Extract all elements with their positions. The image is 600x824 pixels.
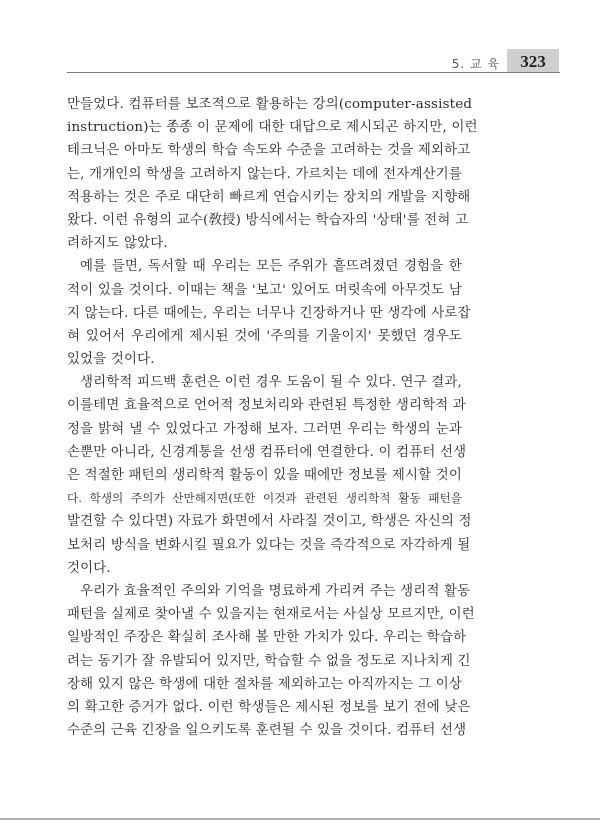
text-line: 는, 개개인의 학생을 고려하지 않는다. 가르치는 데에 전자계산기를 xyxy=(67,166,462,182)
text-line: 일방적인 주장은 확실히 조사해 볼 만한 가치가 있다. 우리는 학습하 xyxy=(67,630,467,646)
text-line: 은 적절한 패턴의 생리학적 활동이 있을 때에만 정보를 제시할 것이 xyxy=(67,468,462,483)
header-rule xyxy=(67,72,560,73)
text-line: 패턴을 실제로 찾아낼 수 있을지는 현재로서는 사실상 모르지만, 이런 xyxy=(67,607,475,623)
text-line: 우리가 효율적인 주의와 기억을 명료하게 가리켜 주는 생리적 활동 xyxy=(80,583,471,599)
text-line: 만들었다. 컴퓨터를 보조적으로 활용하는 강의(computer-assisted xyxy=(67,97,473,112)
text-line: 지 않는다. 다른 때에는, 우리는 너무나 긴장하거나 딴 생각에 사로잡 xyxy=(67,305,471,321)
body-text xyxy=(67,93,478,742)
text-line: 손뿐만 아니라, 신경계통을 선생 컴퓨터에 연결한다. 이 컴퓨터 선생 xyxy=(67,444,467,460)
text-line: 려는 동기가 잘 유발되어 있지만, 학습할 수 없을 정도로 지나치게 긴 xyxy=(67,653,471,669)
text-line: 수준의 근육 긴장을 일으키도록 훈련될 수 있을 것이다. 컴퓨터 선생 xyxy=(67,723,467,739)
text-line: 장해 있지 않은 학생에 대한 절차를 제외하고는 아직까지는 그 이상 xyxy=(67,676,462,692)
text-line: 정을 밝혀 낼 수 있었다고 가정해 보자. 그러면 우리는 학생의 눈과 xyxy=(67,421,462,437)
text-line: 적용하는 것은 주로 대단히 빠르게 연습시키는 장치의 개발을 지향해 xyxy=(67,189,471,205)
text-line: 려하지도 않았다. xyxy=(67,236,168,252)
text-line: 발견할 수 있다면) 자료가 화면에서 사라질 것이고, 학생은 자신의 정 xyxy=(67,514,472,530)
text-line: 의 확고한 증거가 없다. 이런 학생들은 제시된 정보를 보기 전에 낮은 xyxy=(67,699,471,715)
text-line: 이를테면 효율적으로 언어적 정보처리와 관련된 특정한 생리학적 과 xyxy=(67,398,466,414)
text-line: 생리학적 피드백 훈련은 이런 경우 도움이 될 수 있다. 연구 결과, xyxy=(80,375,462,391)
text-line: instruction)는 종종 이 문제에 대한 대답으로 제시되곤 하지만, 이런 xyxy=(67,120,478,136)
text-line: 다. 학생의 주의가 산만해지면(또한 이것과 관련된 생리학적 활동 패턴을 xyxy=(67,491,462,506)
page-number: 323 xyxy=(507,49,559,73)
text-line: 보처리 방식을 변화시킬 필요가 있다는 것을 즉각적으로 자각하게 될 xyxy=(67,537,471,553)
page-bottom-edge xyxy=(0,818,600,820)
running-header-section: 5. 교 육 xyxy=(451,57,500,71)
text-line: 혀 있어서 우리에게 제시된 것에 '주의를 기울이지' 못했던 경우도 xyxy=(67,328,462,344)
text-line: 예를 들면, 독서할 때 우리는 모든 주위가 흩뜨려졌던 경험을 한 xyxy=(80,259,462,275)
text-line: 적이 있을 것이다. 이때는 책을 '보고' 있어도 머릿속에 아무것도 남 xyxy=(67,282,463,298)
text-line: 왔다. 이런 유형의 교수(敎授) 방식에서는 학습자의 '상태'를 전혀 고 xyxy=(67,212,469,228)
text-line: 테크닉은 아마도 학생의 학습 속도와 수준을 고려하는 것을 제외하고 xyxy=(67,143,471,159)
text-line: 있었을 것이다. xyxy=(67,352,155,368)
text-line: 것이다. xyxy=(67,560,111,576)
